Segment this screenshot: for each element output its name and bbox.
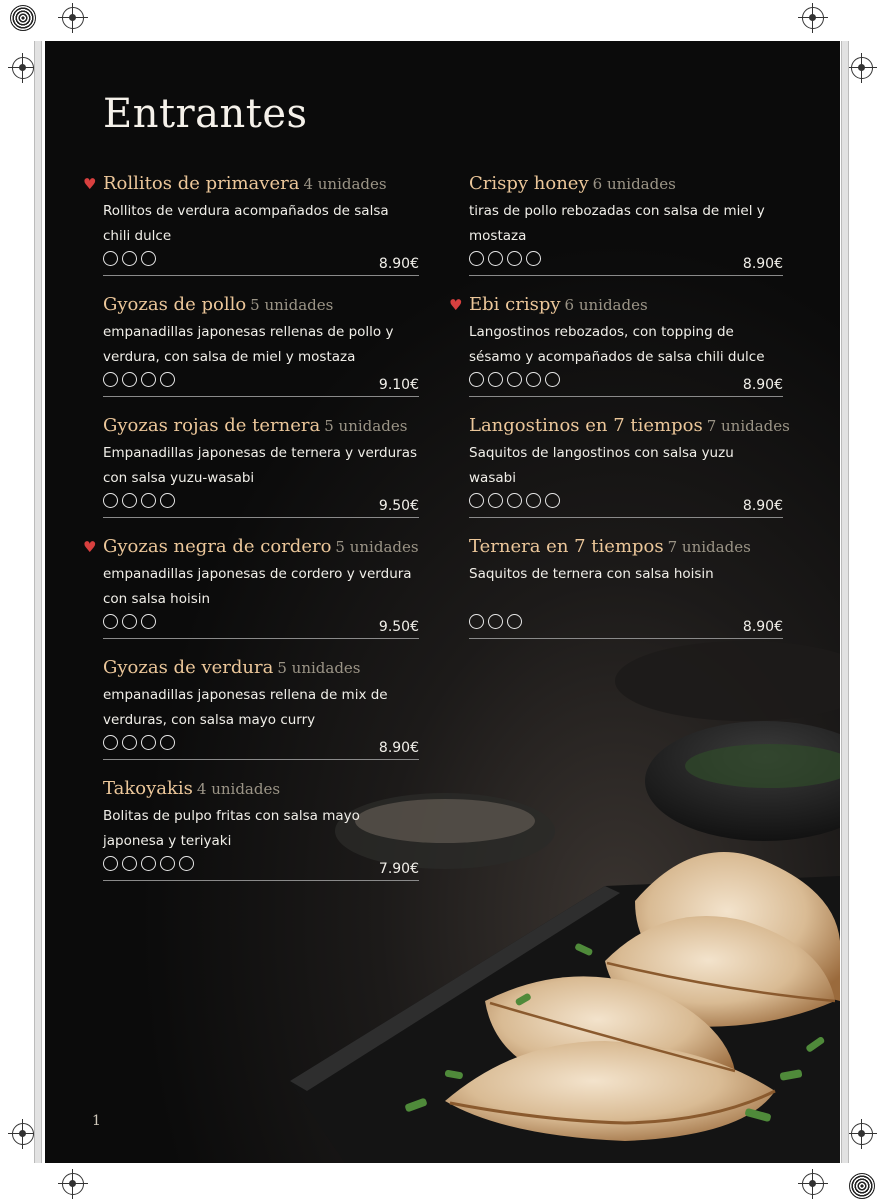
allergen-dots	[103, 251, 156, 266]
page-edge-left	[34, 41, 42, 1163]
circle-outline-icon	[488, 372, 503, 387]
registration-target-icon	[849, 1173, 875, 1199]
allergen-dots	[469, 614, 522, 629]
item-header	[103, 774, 419, 804]
item-header	[103, 532, 419, 562]
item-name: Takoyakis	[103, 778, 193, 799]
menu-item	[83, 169, 419, 276]
circle-outline-icon	[141, 251, 156, 266]
item-header	[469, 411, 790, 441]
circle-outline-icon	[103, 372, 118, 387]
menu-item	[103, 411, 419, 518]
item-units: 4 unidades	[303, 175, 387, 193]
item-description: Empanadillas japonesas de ternera y verduras con salsa yuzu-wasabi	[103, 445, 418, 486]
circle-outline-icon	[526, 372, 541, 387]
circle-outline-icon	[122, 251, 137, 266]
menu-item	[469, 169, 783, 276]
registration-target-icon	[10, 5, 36, 31]
circle-outline-icon	[160, 856, 175, 871]
circle-outline-icon	[160, 735, 175, 750]
item-price: 8.90€	[742, 619, 783, 635]
item-name: Rollitos de primavera	[103, 173, 300, 194]
heart-icon: ♥	[449, 296, 463, 314]
circle-outline-icon	[122, 614, 137, 629]
page-edge-right	[841, 41, 849, 1163]
circle-outline-icon	[122, 856, 137, 871]
item-price: 8.90€	[378, 256, 419, 272]
allergen-dots	[103, 856, 194, 871]
circle-outline-icon	[526, 493, 541, 508]
item-price: 9.50€	[378, 498, 419, 514]
circle-outline-icon	[507, 372, 522, 387]
item-price: 9.50€	[378, 619, 419, 635]
circle-outline-icon	[103, 493, 118, 508]
circle-outline-icon	[469, 372, 484, 387]
allergen-dots	[469, 251, 541, 266]
circle-outline-icon	[141, 856, 156, 871]
item-units: 5 unidades	[277, 659, 361, 677]
item-description: tiras de pollo rebozadas con salsa de miel y mostaza	[469, 203, 765, 244]
item-footer	[103, 733, 419, 760]
circle-outline-icon	[160, 372, 175, 387]
menu-item	[103, 290, 419, 397]
item-units: 5 unidades	[335, 538, 419, 556]
circle-outline-icon	[526, 251, 541, 266]
item-footer	[469, 612, 783, 639]
allergen-dots	[103, 735, 175, 750]
item-header	[103, 290, 419, 320]
item-units: 6 unidades	[564, 296, 648, 314]
circle-outline-icon	[179, 856, 194, 871]
menu-item	[103, 774, 419, 881]
item-footer	[469, 249, 783, 276]
item-name: Langostinos en 7 tiempos	[469, 415, 703, 436]
allergen-dots	[103, 614, 156, 629]
allergen-dots	[103, 493, 175, 508]
circle-outline-icon	[469, 251, 484, 266]
allergen-dots	[469, 372, 560, 387]
crosshair-icon	[802, 7, 824, 29]
circle-outline-icon	[141, 614, 156, 629]
item-header	[103, 411, 419, 441]
menu-page	[45, 41, 840, 1163]
circle-outline-icon	[545, 372, 560, 387]
item-price: 8.90€	[378, 740, 419, 756]
circle-outline-icon	[507, 614, 522, 629]
item-units: 7 unidades	[706, 417, 790, 435]
menu-item	[103, 653, 419, 760]
item-footer	[103, 249, 419, 276]
item-header	[469, 290, 783, 320]
circle-outline-icon	[160, 493, 175, 508]
menu-item	[449, 290, 783, 397]
item-description: empanadillas japonesas rellenas de pollo y verdura, con salsa de miel y mostaza	[103, 324, 394, 365]
crosshair-icon	[62, 7, 84, 29]
item-price: 8.90€	[742, 256, 783, 272]
crosshair-icon	[12, 57, 34, 79]
circle-outline-icon	[122, 372, 137, 387]
circle-outline-icon	[507, 251, 522, 266]
item-description: Saquitos de langostinos con salsa yuzu wasabi	[469, 445, 734, 486]
crosshair-icon	[12, 1123, 34, 1145]
circle-outline-icon	[122, 493, 137, 508]
menu-column-left	[83, 169, 419, 895]
item-header	[103, 653, 419, 683]
menu-item	[83, 532, 419, 639]
circle-outline-icon	[141, 493, 156, 508]
menu-item	[469, 532, 783, 639]
page-title: Entrantes	[103, 91, 308, 137]
item-footer	[469, 491, 783, 518]
crosshair-icon	[851, 57, 873, 79]
heart-icon: ♥	[83, 538, 97, 556]
crosshair-icon	[62, 1173, 84, 1195]
crosshair-icon	[802, 1173, 824, 1195]
item-footer	[103, 612, 419, 639]
circle-outline-icon	[469, 614, 484, 629]
item-description: Bolitas de pulpo fritas con salsa mayo japonesa y teriyaki	[103, 808, 360, 849]
crosshair-icon	[851, 1123, 873, 1145]
item-name: Ebi crispy	[469, 294, 561, 315]
item-header	[469, 532, 783, 562]
item-units: 5 unidades	[250, 296, 334, 314]
item-name: Gyozas de pollo	[103, 294, 247, 315]
item-name: Crispy honey	[469, 173, 589, 194]
item-price: 9.10€	[378, 377, 419, 393]
item-footer	[103, 854, 419, 881]
circle-outline-icon	[141, 735, 156, 750]
allergen-dots	[469, 493, 560, 508]
circle-outline-icon	[103, 614, 118, 629]
circle-outline-icon	[141, 372, 156, 387]
item-header	[103, 169, 419, 199]
item-description: Langostinos rebozados, con topping de sésamo y acompañados de salsa chili dulce	[469, 324, 765, 365]
menu-item	[469, 411, 790, 518]
heart-icon: ♥	[83, 175, 97, 193]
circle-outline-icon	[545, 493, 560, 508]
circle-outline-icon	[469, 493, 484, 508]
circle-outline-icon	[507, 493, 522, 508]
item-header	[469, 169, 783, 199]
item-units: 5 unidades	[324, 417, 408, 435]
circle-outline-icon	[103, 251, 118, 266]
item-price: 8.90€	[742, 377, 783, 393]
allergen-dots	[103, 372, 175, 387]
circle-outline-icon	[103, 856, 118, 871]
item-name: Gyozas de verdura	[103, 657, 274, 678]
item-units: 6 unidades	[592, 175, 676, 193]
item-footer	[103, 491, 419, 518]
item-description: Saquitos de ternera con salsa hoisin	[469, 566, 714, 582]
circle-outline-icon	[488, 614, 503, 629]
item-units: 4 unidades	[196, 780, 281, 798]
circle-outline-icon	[122, 735, 137, 750]
item-description: Rollitos de verdura acompañados de salsa chili dulce	[103, 203, 389, 244]
item-footer	[103, 370, 419, 397]
menu-column-right	[449, 169, 790, 653]
circle-outline-icon	[488, 251, 503, 266]
item-name: Gyozas negra de cordero	[103, 536, 332, 557]
item-description: empanadillas japonesas de cordero y verdura con salsa hoisin	[103, 566, 412, 607]
item-name: Gyozas rojas de ternera	[103, 415, 321, 436]
item-footer	[469, 370, 783, 397]
item-name: Ternera en 7 tiempos	[469, 536, 664, 557]
circle-outline-icon	[103, 735, 118, 750]
item-description: empanadillas japonesas rellena de mix de verduras, con salsa mayo curry	[103, 687, 388, 728]
circle-outline-icon	[488, 493, 503, 508]
item-price: 7.90€	[378, 861, 419, 877]
item-units: 7 unidades	[667, 538, 751, 556]
page-number: 1	[92, 1113, 101, 1129]
item-price: 8.90€	[742, 498, 783, 514]
